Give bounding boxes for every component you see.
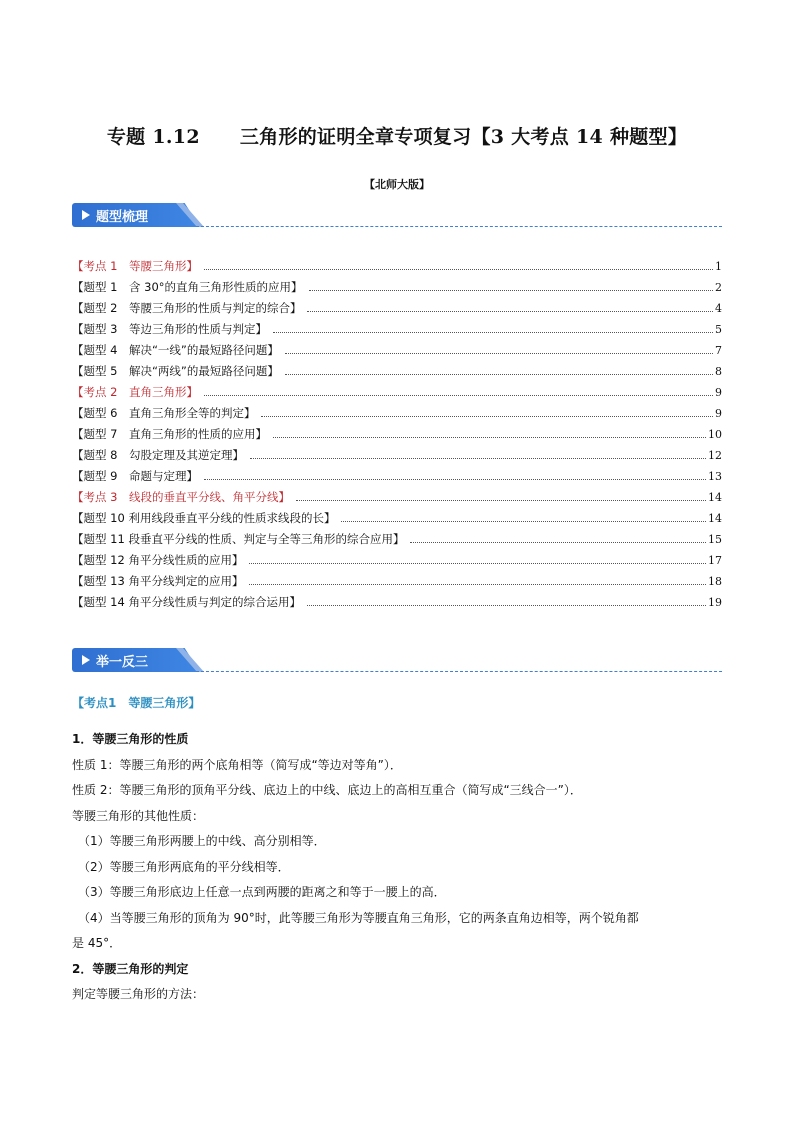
toc-leader-dots [309,290,713,291]
section-heading: 【考点1 等腰三角形】 [72,696,201,710]
toc-entry-text: 【题型 5 解决“两线”的最短路径问题】 [72,364,279,378]
toc-entry-text: 【题型 8 勾股定理及其逆定理】 [72,448,244,462]
paragraph: 判定等腰三角形的方法： [72,987,205,1001]
toc-leader-dots [250,458,706,459]
paragraph: 等腰三角形的其他性质： [72,808,205,823]
toc-entry-text: 【题型 4 解决“一线”的最短路径问题】 [72,343,279,357]
toc-entry-text: 【题型 14 角平分线性质与判定的综合运用】 [72,595,301,609]
toc-entry-text: 【题型 7 直角三角形的性质的应用】 [72,427,267,441]
toc-entry-row[interactable] [72,279,722,300]
toc-entry-row[interactable] [72,447,722,468]
toc-entry-text: 【考点 3 线段的垂直平分线、角平分线】 [72,490,290,504]
section-content [72,727,724,1008]
list-item: （2）等腰三角形两底角的平分线相等． [78,859,290,874]
toc-entry-row[interactable] [72,573,722,594]
toc-leader-dots [296,500,706,501]
toc-entry-text: 【题型 13 角平分线判定的应用】 [72,574,244,588]
toc-leader-dots [307,311,713,312]
toc-leader-dots [261,416,713,417]
toc-page-number: 14 [708,491,722,504]
table-of-contents [72,258,722,615]
toc-leader-dots [204,395,713,396]
toc-page-number: 18 [708,575,722,588]
toc-entry-text: 【题型 2 等腰三角形的性质与判定的综合】 [72,301,302,315]
toc-topic-row[interactable] [72,384,722,405]
dashed-divider [196,671,722,672]
toc-entry-text: 【考点 1 等腰三角形】 [72,259,198,273]
toc-page-number: 5 [715,323,722,336]
topic-number: 专题 1.12 [106,126,200,148]
toc-leader-dots [249,563,706,564]
toc-page-number: 1 [715,260,722,273]
toc-entry-row[interactable] [72,342,722,363]
subheading-properties: 1．等腰三角形的性质 [72,732,189,746]
toc-entry-text: 【题型 1 含 30°的直角三角形性质的应用】 [72,280,303,294]
toc-page-number: 7 [715,344,722,357]
toc-leader-dots [273,332,713,333]
toc-entry-row[interactable] [72,531,722,552]
toc-leader-dots [341,521,706,522]
edition-label: 【北师大版】 [364,178,430,191]
toc-leader-dots [204,479,706,480]
toc-page-number: 19 [708,596,722,609]
list-item: （3）等腰三角形底边上任意一点到两腰的距离之和等于一腰上的高． [78,885,446,899]
toc-page-number: 12 [708,449,722,462]
list-item-continuation: 是 45°． [72,936,122,950]
toc-entry-row[interactable] [72,552,722,573]
toc-topic-row[interactable] [72,258,722,279]
toc-page-number: 13 [708,470,722,483]
toc-leader-dots [285,374,713,375]
play-arrow-icon [82,210,90,220]
toc-page-number: 4 [715,302,722,315]
toc-entry-row[interactable] [72,300,722,321]
toc-entry-text: 【题型 9 命题与定理】 [72,469,198,483]
toc-page-number: 10 [708,428,722,441]
toc-entry-row[interactable] [72,363,722,384]
topic-title: 三角形的证明全章专项复习【3 大考点 14 种题型】 [239,126,688,148]
banner-label: 举一反三 [96,655,149,670]
toc-entry-row[interactable] [72,510,722,531]
toc-leader-dots [249,584,706,585]
subheading-criteria: 2．等腰三角形的判定 [72,961,189,976]
banner-examples [72,648,722,672]
toc-entry-text: 【题型 10 利用线段垂直平分线的性质求线段的长】 [72,511,336,525]
list-item: （1）等腰三角形两腰上的中线、高分别相等． [78,834,326,848]
toc-entry-text: 【题型 11 段垂直平分线的性质、判定与全等三角形的综合应用】 [72,532,405,546]
toc-leader-dots [285,353,713,354]
page-title [0,122,794,149]
toc-topic-row[interactable] [72,489,722,510]
paragraph: 性质 1：等腰三角形的两个底角相等（简写成“等边对等角”）． [72,757,402,772]
toc-entry-text: 【考点 2 直角三角形】 [72,385,198,399]
toc-page-number: 15 [708,533,722,546]
play-arrow-icon [82,655,90,665]
toc-entry-text: 【题型 12 角平分线性质的应用】 [72,553,244,567]
toc-entry-row[interactable] [72,426,722,447]
toc-entry-row[interactable] [72,594,722,615]
toc-entry-text: 【题型 3 等边三角形的性质与判定】 [72,322,267,336]
toc-entry-text: 【题型 6 直角三角形全等的判定】 [72,406,256,420]
paragraph: 性质 2：等腰三角形的顶角平分线、底边上的中线、底边上的高相互重合（简写成“三线合一”）． [72,783,582,797]
toc-leader-dots [410,542,706,543]
toc-page-number: 17 [708,554,722,567]
banner-question-types [72,203,722,227]
banner-label: 题型梳理 [96,210,149,225]
toc-entry-row[interactable] [72,468,722,489]
toc-leader-dots [204,269,713,270]
dashed-divider [196,226,722,227]
toc-entry-row[interactable] [72,321,722,342]
toc-page-number: 9 [715,386,722,399]
list-item: （4）当等腰三角形的顶角为 90°时，此等腰三角形为等腰直角三角形，它的两条直角边相等，两个锐角都 [78,910,639,925]
toc-leader-dots [273,437,706,438]
toc-page-number: 2 [715,281,722,294]
toc-entry-row[interactable] [72,405,722,426]
toc-page-number: 14 [708,512,722,525]
toc-leader-dots [307,605,706,606]
toc-page-number: 8 [715,365,722,378]
toc-page-number: 9 [715,407,722,420]
